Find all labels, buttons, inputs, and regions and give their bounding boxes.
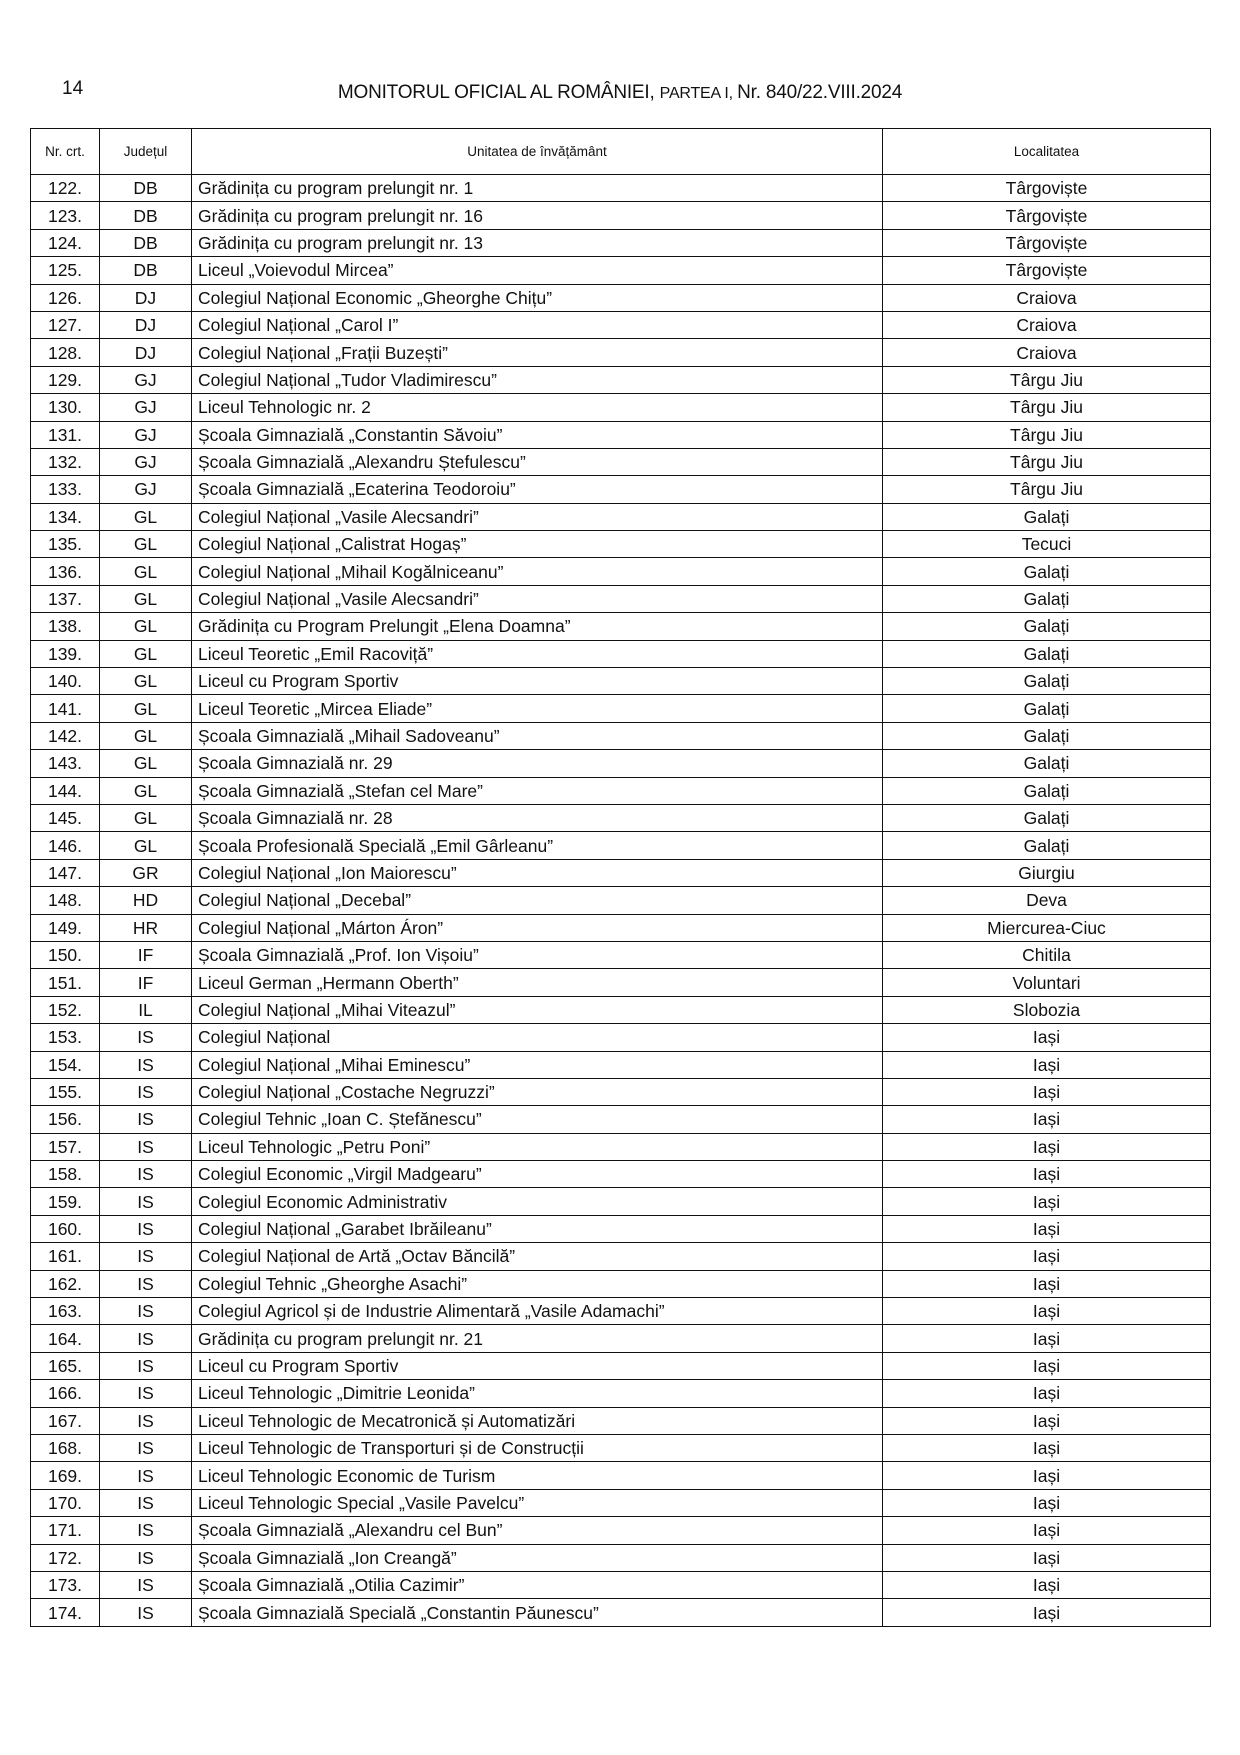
county-code: GL [100, 832, 192, 859]
locality: Galați [883, 750, 1211, 777]
row-number: 152. [31, 996, 100, 1023]
row-number: 143. [31, 750, 100, 777]
school-name: Școala Gimnazială Specială „Constantin Păunescu” [192, 1599, 883, 1626]
table-header-row [31, 129, 1211, 175]
table-row [31, 1434, 1211, 1461]
row-number: 128. [31, 339, 100, 366]
table-row [31, 914, 1211, 941]
locality: Iași [883, 1599, 1211, 1626]
table-row [31, 257, 1211, 284]
table-row [31, 1517, 1211, 1544]
locality: Craiova [883, 339, 1211, 366]
table-row [31, 1489, 1211, 1516]
school-name: Colegiul Național „Tudor Vladimirescu” [192, 366, 883, 393]
school-name: Colegiul Economic Administrativ [192, 1188, 883, 1215]
row-number: 133. [31, 476, 100, 503]
table-row [31, 1462, 1211, 1489]
locality: Târgu Jiu [883, 421, 1211, 448]
locality: Slobozia [883, 996, 1211, 1023]
locality: Iași [883, 1243, 1211, 1270]
locality: Iași [883, 1544, 1211, 1571]
table-row [31, 969, 1211, 996]
school-name: Colegiul Economic „Virgil Madgearu” [192, 1161, 883, 1188]
locality: Galați [883, 613, 1211, 640]
row-number: 158. [31, 1161, 100, 1188]
header-localitatea: Localitatea [883, 129, 1211, 175]
locality: Târgu Jiu [883, 476, 1211, 503]
county-code: IS [100, 1215, 192, 1242]
row-number: 156. [31, 1106, 100, 1133]
row-number: 163. [31, 1298, 100, 1325]
locality: Galați [883, 503, 1211, 530]
school-name: Școala Profesională Specială „Emil Gârleanu” [192, 832, 883, 859]
locality: Galați [883, 804, 1211, 831]
table-row [31, 722, 1211, 749]
school-name: Liceul Tehnologic „Dimitrie Leonida” [192, 1380, 883, 1407]
locality: Iași [883, 1024, 1211, 1051]
county-code: DJ [100, 339, 192, 366]
locality: Iași [883, 1298, 1211, 1325]
school-name: Grădinița cu program prelungit nr. 13 [192, 229, 883, 256]
table-row [31, 311, 1211, 338]
county-code: IS [100, 1407, 192, 1434]
school-name: Colegiul Național „Carol I” [192, 311, 883, 338]
county-code: IS [100, 1325, 192, 1352]
school-name: Școala Gimnazială „Ion Creangă” [192, 1544, 883, 1571]
table-row [31, 777, 1211, 804]
row-number: 136. [31, 558, 100, 585]
school-name: Colegiul Agricol și de Industrie Alimentară „Vasile Adamachi” [192, 1298, 883, 1325]
locality: Iași [883, 1325, 1211, 1352]
county-code: GL [100, 750, 192, 777]
table-row [31, 421, 1211, 448]
county-code: GL [100, 722, 192, 749]
row-number: 166. [31, 1380, 100, 1407]
locality: Iași [883, 1270, 1211, 1297]
county-code: IS [100, 1133, 192, 1160]
table-row [31, 1571, 1211, 1598]
county-code: IS [100, 1243, 192, 1270]
header-unitatea: Unitatea de învățământ [192, 129, 883, 175]
school-name: Grădinița cu program prelungit nr. 21 [192, 1325, 883, 1352]
county-code: GJ [100, 476, 192, 503]
locality: Iași [883, 1407, 1211, 1434]
row-number: 164. [31, 1325, 100, 1352]
locality: Giurgiu [883, 859, 1211, 886]
county-code: GL [100, 558, 192, 585]
county-code: GL [100, 585, 192, 612]
locality: Galați [883, 558, 1211, 585]
school-name: Grădinița cu program prelungit nr. 16 [192, 202, 883, 229]
locality: Galați [883, 722, 1211, 749]
table-row [31, 1270, 1211, 1297]
school-name: Liceul German „Hermann Oberth” [192, 969, 883, 996]
county-code: GJ [100, 421, 192, 448]
county-code: IS [100, 1352, 192, 1379]
row-number: 155. [31, 1078, 100, 1105]
county-code: GL [100, 804, 192, 831]
locality: Deva [883, 887, 1211, 914]
table-row [31, 1243, 1211, 1270]
table-row [31, 503, 1211, 530]
row-number: 123. [31, 202, 100, 229]
row-number: 139. [31, 640, 100, 667]
table-row [31, 202, 1211, 229]
table-row [31, 366, 1211, 393]
county-code: GL [100, 503, 192, 530]
county-code: GL [100, 531, 192, 558]
table-row [31, 1352, 1211, 1379]
school-name: Colegiul Național „Vasile Alecsandri” [192, 503, 883, 530]
locality: Târgoviște [883, 257, 1211, 284]
county-code: GL [100, 613, 192, 640]
table-row [31, 1133, 1211, 1160]
county-code: IS [100, 1298, 192, 1325]
table-row [31, 1106, 1211, 1133]
school-name: Colegiul Național „Garabet Ibrăileanu” [192, 1215, 883, 1242]
locality: Iași [883, 1051, 1211, 1078]
row-number: 167. [31, 1407, 100, 1434]
table-row [31, 1599, 1211, 1626]
row-number: 140. [31, 668, 100, 695]
row-number: 159. [31, 1188, 100, 1215]
locality: Târgoviște [883, 229, 1211, 256]
row-number: 168. [31, 1434, 100, 1461]
county-code: DJ [100, 284, 192, 311]
county-code: IS [100, 1106, 192, 1133]
table-row [31, 695, 1211, 722]
row-number: 170. [31, 1489, 100, 1516]
locality: Târgu Jiu [883, 394, 1211, 421]
table-row [31, 1325, 1211, 1352]
row-number: 171. [31, 1517, 100, 1544]
school-name: Școala Gimnazială „Stefan cel Mare” [192, 777, 883, 804]
locality: Târgoviște [883, 202, 1211, 229]
county-code: IS [100, 1462, 192, 1489]
school-name: Liceul „Voievodul Mircea” [192, 257, 883, 284]
table-row [31, 941, 1211, 968]
locality: Iași [883, 1571, 1211, 1598]
school-name: Colegiul Național „Decebal” [192, 887, 883, 914]
locality: Voluntari [883, 969, 1211, 996]
table-row [31, 1024, 1211, 1051]
county-code: GL [100, 668, 192, 695]
locality: Galați [883, 777, 1211, 804]
school-name: Liceul Tehnologic nr. 2 [192, 394, 883, 421]
locality: Iași [883, 1078, 1211, 1105]
row-number: 135. [31, 531, 100, 558]
school-name: Școala Gimnazială „Ecaterina Teodoroiu” [192, 476, 883, 503]
school-name: Liceul cu Program Sportiv [192, 1352, 883, 1379]
row-number: 137. [31, 585, 100, 612]
county-code: IS [100, 1544, 192, 1571]
school-name: Școala Gimnazială nr. 29 [192, 750, 883, 777]
locality: Iași [883, 1106, 1211, 1133]
county-code: DB [100, 257, 192, 284]
table-row [31, 1161, 1211, 1188]
table-row [31, 613, 1211, 640]
table-row [31, 1380, 1211, 1407]
school-name: Colegiul Național „Frații Buzești” [192, 339, 883, 366]
school-name: Colegiul Național „Vasile Alecsandri” [192, 585, 883, 612]
table-row [31, 750, 1211, 777]
title-part: PARTEA I, [659, 85, 738, 102]
table-row [31, 339, 1211, 366]
table-row [31, 1544, 1211, 1571]
row-number: 124. [31, 229, 100, 256]
row-number: 138. [31, 613, 100, 640]
school-name: Colegiul Național „Mihai Viteazul” [192, 996, 883, 1023]
table-row [31, 887, 1211, 914]
county-code: GR [100, 859, 192, 886]
school-name: Colegiul Național „Márton Áron” [192, 914, 883, 941]
county-code: IS [100, 1517, 192, 1544]
table-row [31, 1407, 1211, 1434]
school-name: Școala Gimnazială „Constantin Săvoiu” [192, 421, 883, 448]
locality: Iași [883, 1188, 1211, 1215]
table-row [31, 832, 1211, 859]
school-name: Școala Gimnazială nr. 28 [192, 804, 883, 831]
table-row [31, 284, 1211, 311]
locality: Iași [883, 1161, 1211, 1188]
county-code: DB [100, 202, 192, 229]
school-name: Liceul Tehnologic Economic de Turism [192, 1462, 883, 1489]
row-number: 132. [31, 448, 100, 475]
table-row [31, 640, 1211, 667]
school-name: Liceul cu Program Sportiv [192, 668, 883, 695]
row-number: 144. [31, 777, 100, 804]
school-name: Școala Gimnazială „Prof. Ion Vișoiu” [192, 941, 883, 968]
school-name: Colegiul Național „Mihail Kogălniceanu” [192, 558, 883, 585]
county-code: IS [100, 1434, 192, 1461]
locality: Galați [883, 832, 1211, 859]
table-row [31, 1215, 1211, 1242]
county-code: HD [100, 887, 192, 914]
row-number: 174. [31, 1599, 100, 1626]
school-name: Liceul Teoretic „Emil Racoviță” [192, 640, 883, 667]
table-row [31, 804, 1211, 831]
row-number: 122. [31, 175, 100, 202]
table-row [31, 859, 1211, 886]
table-row [31, 996, 1211, 1023]
table-row [31, 531, 1211, 558]
county-code: DB [100, 175, 192, 202]
header-nr-crt: Nr. crt. [31, 129, 100, 175]
locality: Chitila [883, 941, 1211, 968]
locality: Iași [883, 1352, 1211, 1379]
county-code: IS [100, 1270, 192, 1297]
row-number: 161. [31, 1243, 100, 1270]
locality: Galați [883, 640, 1211, 667]
row-number: 126. [31, 284, 100, 311]
locality: Galați [883, 668, 1211, 695]
row-number: 169. [31, 1462, 100, 1489]
county-code: IS [100, 1188, 192, 1215]
title-issue: Nr. 840/22.VIII.2024 [737, 82, 903, 103]
locality: Miercurea-Ciuc [883, 914, 1211, 941]
table-row [31, 1051, 1211, 1078]
row-number: 141. [31, 695, 100, 722]
county-code: GL [100, 777, 192, 804]
table-row [31, 585, 1211, 612]
county-code: IL [100, 996, 192, 1023]
locality: Iași [883, 1380, 1211, 1407]
row-number: 151. [31, 969, 100, 996]
county-code: IS [100, 1489, 192, 1516]
county-code: IS [100, 1380, 192, 1407]
locality: Iași [883, 1489, 1211, 1516]
school-name: Liceul Tehnologic „Petru Poni” [192, 1133, 883, 1160]
row-number: 148. [31, 887, 100, 914]
county-code: HR [100, 914, 192, 941]
row-number: 131. [31, 421, 100, 448]
table-row [31, 558, 1211, 585]
title-main: MONITORUL OFICIAL AL ROMÂNIEI, [337, 82, 660, 103]
school-name: Grădinița cu Program Prelungit „Elena Doamna” [192, 613, 883, 640]
table-row [31, 476, 1211, 503]
row-number: 153. [31, 1024, 100, 1051]
school-name: Liceul Tehnologic de Mecatronică și Automatizări [192, 1407, 883, 1434]
row-number: 160. [31, 1215, 100, 1242]
school-name: Școala Gimnazială „Otilia Cazimir” [192, 1571, 883, 1598]
school-name: Școala Gimnazială „Mihail Sadoveanu” [192, 722, 883, 749]
page-number: 14 [62, 78, 84, 99]
school-name: Colegiul Tehnic „Ioan C. Ștefănescu” [192, 1106, 883, 1133]
county-code: GJ [100, 366, 192, 393]
row-number: 125. [31, 257, 100, 284]
locality: Craiova [883, 311, 1211, 338]
school-name: Colegiul Național „Costache Negruzzi” [192, 1078, 883, 1105]
publication-title [0, 82, 1240, 104]
table-row [31, 1298, 1211, 1325]
locality: Iași [883, 1434, 1211, 1461]
table-row [31, 668, 1211, 695]
row-number: 149. [31, 914, 100, 941]
county-code: IS [100, 1051, 192, 1078]
county-code: IF [100, 941, 192, 968]
table-row [31, 1078, 1211, 1105]
school-name: Colegiul Național de Artă „Octav Băncilă” [192, 1243, 883, 1270]
county-code: GJ [100, 448, 192, 475]
row-number: 129. [31, 366, 100, 393]
school-name: Colegiul Național „Calistrat Hogaș” [192, 531, 883, 558]
row-number: 142. [31, 722, 100, 749]
row-number: 134. [31, 503, 100, 530]
county-code: GJ [100, 394, 192, 421]
school-name: Colegiul Național Economic „Gheorghe Chițu” [192, 284, 883, 311]
row-number: 150. [31, 941, 100, 968]
school-name: Colegiul Național „Ion Maiorescu” [192, 859, 883, 886]
schools-table [30, 128, 1211, 1627]
row-number: 172. [31, 1544, 100, 1571]
table-row [31, 229, 1211, 256]
county-code: IS [100, 1161, 192, 1188]
row-number: 162. [31, 1270, 100, 1297]
locality: Galați [883, 585, 1211, 612]
county-code: IF [100, 969, 192, 996]
county-code: GL [100, 640, 192, 667]
county-code: DJ [100, 311, 192, 338]
locality: Craiova [883, 284, 1211, 311]
table-row [31, 1188, 1211, 1215]
school-name: Colegiul Național [192, 1024, 883, 1051]
row-number: 146. [31, 832, 100, 859]
row-number: 173. [31, 1571, 100, 1598]
locality: Galați [883, 695, 1211, 722]
row-number: 147. [31, 859, 100, 886]
row-number: 154. [31, 1051, 100, 1078]
school-name: Școala Gimnazială „Alexandru cel Bun” [192, 1517, 883, 1544]
county-code: IS [100, 1599, 192, 1626]
school-name: Grădinița cu program prelungit nr. 1 [192, 175, 883, 202]
locality: Iași [883, 1517, 1211, 1544]
locality: Târgoviște [883, 175, 1211, 202]
school-name: Liceul Tehnologic Special „Vasile Pavelcu” [192, 1489, 883, 1516]
county-code: GL [100, 695, 192, 722]
school-name: Școala Gimnazială „Alexandru Ștefulescu” [192, 448, 883, 475]
row-number: 165. [31, 1352, 100, 1379]
county-code: DB [100, 229, 192, 256]
school-name: Liceul Tehnologic de Transporturi și de Construcții [192, 1434, 883, 1461]
row-number: 127. [31, 311, 100, 338]
row-number: 130. [31, 394, 100, 421]
school-name: Colegiul Național „Mihai Eminescu” [192, 1051, 883, 1078]
row-number: 145. [31, 804, 100, 831]
table-row [31, 448, 1211, 475]
county-code: IS [100, 1024, 192, 1051]
county-code: IS [100, 1078, 192, 1105]
table-row [31, 175, 1211, 202]
locality: Iași [883, 1215, 1211, 1242]
row-number: 157. [31, 1133, 100, 1160]
locality: Iași [883, 1462, 1211, 1489]
header-judetul: Județul [100, 129, 192, 175]
school-name: Colegiul Tehnic „Gheorghe Asachi” [192, 1270, 883, 1297]
locality: Târgu Jiu [883, 448, 1211, 475]
locality: Tecuci [883, 531, 1211, 558]
locality: Târgu Jiu [883, 366, 1211, 393]
table-row [31, 394, 1211, 421]
school-name: Liceul Teoretic „Mircea Eliade” [192, 695, 883, 722]
county-code: IS [100, 1571, 192, 1598]
locality: Iași [883, 1133, 1211, 1160]
